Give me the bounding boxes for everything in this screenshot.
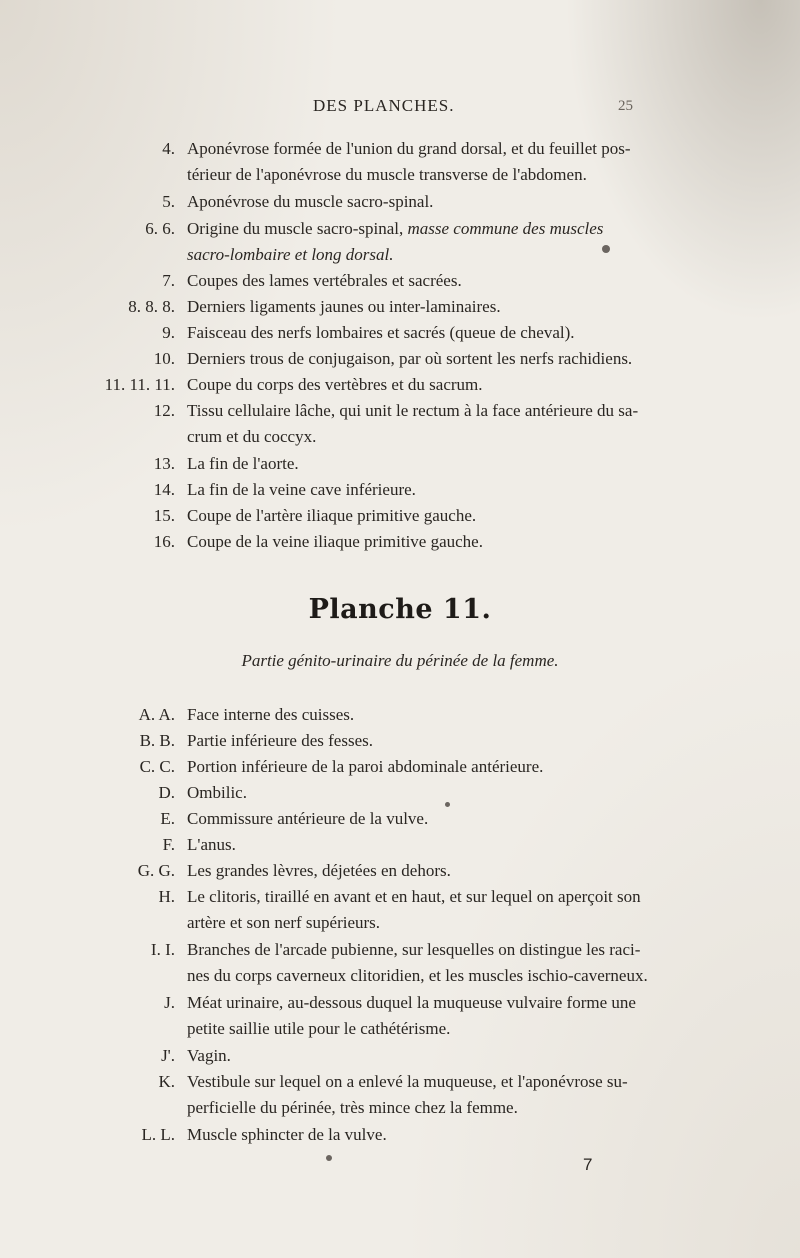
running-title: DES PLANCHES. — [313, 96, 455, 115]
entry-key: F. — [162, 835, 175, 854]
entry-key: 13. — [153, 454, 175, 473]
entry-key: 14. — [153, 480, 175, 499]
entry-text-line: Vestibule sur lequel on a enlevé la muqueuse, et l'aponévrose su- — [187, 1072, 628, 1091]
page-number: 25 — [618, 98, 633, 114]
entry-key: 12. — [153, 401, 175, 420]
entry-key: 16. — [153, 532, 175, 551]
entry-key: C. C. — [139, 757, 175, 776]
entry-text-continuation: artère et son nerf supérieurs. — [187, 913, 381, 932]
entry-text-continuation: petite saillie utile pour le cathétérisme. — [187, 1019, 451, 1038]
entry-text-continuation: crum et du coccyx. — [187, 427, 317, 446]
entry-key: 15. — [153, 506, 175, 525]
entry-key: K. — [158, 1072, 175, 1091]
entry-text-continuation: térieur de l'aponévrose du muscle transverse de l'abdomen. — [187, 165, 587, 184]
entry-text — [187, 990, 657, 1042]
plate-subtitle: Partie génito-urinaire du périnée de la femme. — [241, 651, 559, 670]
entry-key: A. A. — [138, 705, 175, 724]
ink-spot — [326, 1155, 332, 1161]
entry-key: 6. 6. — [145, 219, 175, 238]
entry-key: 7. — [162, 271, 175, 290]
entry-key: 5. — [162, 192, 175, 211]
entry-text: Ombilic. — [187, 783, 247, 802]
entry-text: Coupes des lames vertébrales et sacrées. — [187, 271, 462, 290]
entry-text: Commissure antérieure de la vulve. — [187, 809, 429, 828]
entry-text — [187, 937, 657, 989]
entry-text: La fin de l'aorte. — [187, 454, 299, 473]
entry-text-italic: masse commune des muscles — [407, 219, 604, 238]
entry-text: Face interne des cuisses. — [187, 705, 355, 724]
entry-text-line: Origine du muscle sacro-spinal, — [187, 219, 408, 238]
entry-key: J'. — [161, 1046, 175, 1065]
entry-text-line: Méat urinaire, au-dessous duquel la muqueuse vulvaire forme une — [187, 993, 636, 1012]
page-header — [0, 96, 800, 126]
entry-key: D. — [158, 783, 175, 802]
entry-text-line: Aponévrose formée de l'union du grand dorsal, et du feuillet pos- — [187, 139, 631, 158]
entry-text: Les grandes lèvres, déjetées en dehors. — [187, 861, 451, 880]
ink-spot — [445, 802, 450, 807]
entry-key: 8. 8. 8. — [128, 297, 175, 316]
entry-key: 10. — [153, 349, 175, 368]
entry-text: Derniers trous de conjugaison, par où sortent les nerfs rachidiens. — [187, 349, 633, 368]
entry-text: Aponévrose du muscle sacro-spinal. — [187, 192, 434, 211]
entry-text: Vagin. — [187, 1046, 231, 1065]
entry-text: La fin de la veine cave inférieure. — [187, 480, 416, 499]
signature-mark: 7 — [583, 1155, 593, 1174]
entry-key: E. — [160, 809, 175, 828]
entry-text-line: Branches de l'arcade pubienne, sur lesquelles on distingue les raci- — [187, 940, 641, 959]
ink-spot — [602, 245, 610, 253]
entry-text-line: Le clitoris, tiraillé en avant et en haut, et sur lequel on aperçoit son — [187, 887, 641, 906]
entry-text-continuation: nes du corps caverneux clitoridien, et les muscles ischio-caverneux. — [187, 966, 648, 985]
entry-text — [187, 1069, 657, 1121]
entry-key: 11. 11. 11. — [104, 375, 175, 394]
entry-text: Partie inférieure des fesses. — [187, 731, 373, 750]
entry-key: I. I. — [150, 940, 175, 959]
entry-text — [187, 398, 657, 450]
entry-text: Portion inférieure de la paroi abdominale antérieure. — [187, 757, 544, 776]
entry-key: J. — [164, 993, 175, 1012]
entry-text: Derniers ligaments jaunes ou inter-laminaires. — [187, 297, 501, 316]
entry-text-continuation: perficielle du périnée, très mince chez la femme. — [187, 1098, 518, 1117]
entry-text — [187, 216, 657, 268]
entry-key: B. B. — [139, 731, 175, 750]
entry-text: L'anus. — [187, 835, 236, 854]
entry-text: Coupe de la veine iliaque primitive gauche. — [187, 532, 483, 551]
entry-text-continuation: sacro-lombaire et long dorsal. — [187, 245, 394, 264]
entry-key: 4. — [162, 139, 175, 158]
entry-key: L. L. — [141, 1125, 175, 1144]
entry-key: G. G. — [137, 861, 175, 880]
entry-key: H. — [158, 887, 175, 906]
entry-text: Coupe du corps des vertèbres et du sacrum. — [187, 375, 483, 394]
entry-text-line: Tissu cellulaire lâche, qui unit le rectum à la face antérieure du sa- — [187, 401, 639, 420]
entry-text: Faisceau des nerfs lombaires et sacrés (queue de cheval). — [187, 323, 575, 342]
entry-text: Coupe de l'artère iliaque primitive gauche. — [187, 506, 477, 525]
entry-text — [187, 136, 657, 188]
plate-title: Planche 11. — [308, 594, 492, 625]
entry-text — [187, 884, 657, 936]
entry-text: Muscle sphincter de la vulve. — [187, 1125, 387, 1144]
entry-key: 9. — [162, 323, 175, 342]
